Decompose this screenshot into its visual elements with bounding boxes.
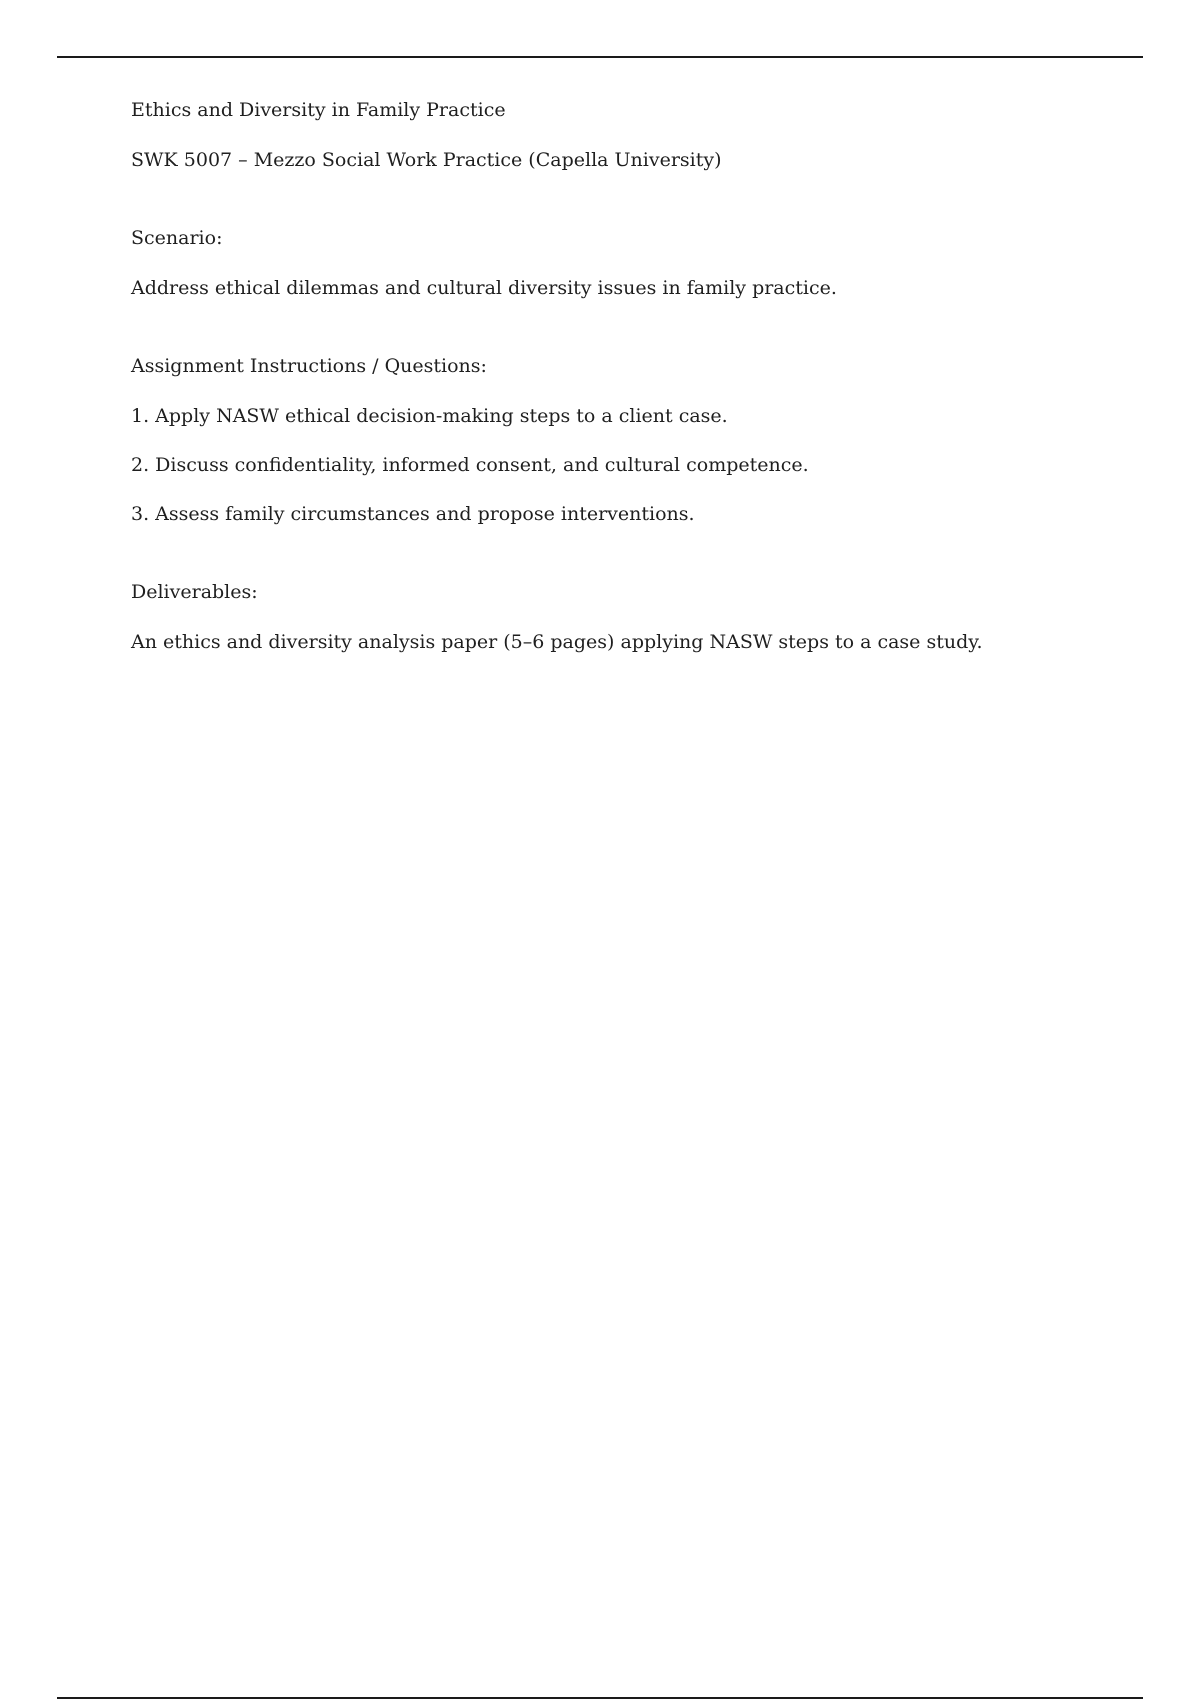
instructions-heading: Assignment Instructions / Questions: [131,355,487,377]
header-rule [57,56,1143,58]
scenario-text: Address ethical dilemmas and cultural diversity issues in family practice. [131,277,837,299]
document-body [131,97,1111,655]
footer-rule [57,1697,1143,1699]
instruction-item-2: 2. Discuss confidentiality, informed consent, and cultural competence. [131,454,809,476]
deliverables-heading: Deliverables: [131,581,258,603]
instruction-item-1: 1. Apply NASW ethical decision-making steps to a client case. [131,405,728,427]
instruction-item-3: 3. Assess family circumstances and propose interventions. [131,503,695,525]
scenario-heading: Scenario: [131,227,223,249]
document-title: Ethics and Diversity in Family Practice [131,99,506,121]
course-line: SWK 5007 – Mezzo Social Work Practice (Capella University) [131,149,722,171]
deliverables-text: An ethics and diversity analysis paper (5–6 pages) applying NASW steps to a case study. [131,631,983,653]
